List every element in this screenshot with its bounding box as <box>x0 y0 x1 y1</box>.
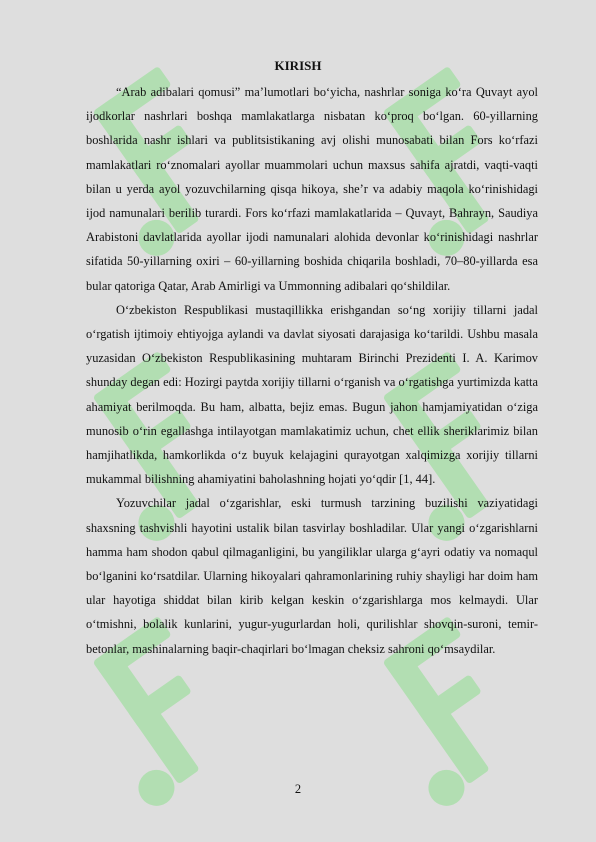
paragraph: O‘zbekiston Respublikasi mustaqillikka erishgandan so‘ng xorijiy tillarni jadal o‘rgatish ijtimoiy ehtiyojga aylandi va davlat siyosati darajasiga ko‘tarildi. Ushbu masala yuzasidan O‘zbekiston Respublikasining muhtaram Birinchi Prezidenti I. A. Karimov shunday degan edi: Hozirgi paytda xorijiy tillarni o‘rganish va o‘rgatishga yurtimizda katta ahamiyat berilmoqda. Bu ham, albatta, bejiz emas. Bugun jahon hamjamiyatidan o‘ziga munosib o‘rin egallashga intilayotgan mamlakatimiz uchun, chet ellik sheriklarimiz bilan hamjihatlikda, hamkorlikda o‘z buyuk kelajagini qurayotgan xalqimizga xorijiy tillarni mukammal bilishning ahamiyatini baholashning hojati yo‘qdir [1, 44]. <box>86 302 538 487</box>
paragraph: Yozuvchilar jadal o‘zgarishlar, eski turmush tarzining buzilishi vaziyatidagi shaxsning tashvishli hayotini ustalik bilan tasvirlay boshladilar. Ular yangi o‘zgarishlarni hamma ham shodon qabul qilmaganligini, bu yangiliklar ularga g‘ayri odatiy va nomaqul bo‘lganini ko‘rsatdilar. Ularning hikoyalari qahramonlarining ruhiy shayligi har doim ham ular hayotiga shiddat bilan kirib kelgan keskin o‘zgarishlarga mos kelmaydi. Ular o‘tmishni, bolalik kunlarini, yugur-yugurlardan holi, qurilishlar shovqin-suroni, temir-betonlar, mashinalarning baqir-chaqirlari bo‘lmagan cheksiz sahroni qo‘msaydilar. <box>86 496 538 656</box>
page-title: KIRISH <box>274 58 322 73</box>
document-body <box>86 80 538 661</box>
page-number: 2 <box>294 782 302 796</box>
paragraph: “Arab adibalari qomusi” ma’lumotlari bo‘yicha, nashrlar soniga ko‘ra Quvayt ayol ijodkorlar nashrlari boshqa mamlakatlarga nisbatan ko‘proq bo‘lgan. 60-yillarning boshlarida nashr ishlari va publitsistikaning avj olishi munosabati bilan Fors ko‘rfazi mamlakatlari ro‘znomalari ayollar muammolari uchun maxsus sahifa ajratdi, vaqti-vaqti bilan u yerda ayol yozuvchilarning qisqa hikoya, she’r va adabiy maqola ko‘rinishidagi ijod namunalari berilib turardi. Fors ko‘rfazi mamlakatlarida – Quvayt, Bahrayn, Saudiya Arabistoni davlatlarida ayollar ijodi namunalari alohida devonlar ko‘rinishidagi nashrlar sifatida 50-yillarning oxiri – 60-yillarning boshida chiqarila boshladi, 70–80-yillarda esa bular qatoriga Qatar, Arab Amirligi va Ummonning adibalari qo‘shildilar. <box>86 85 538 293</box>
